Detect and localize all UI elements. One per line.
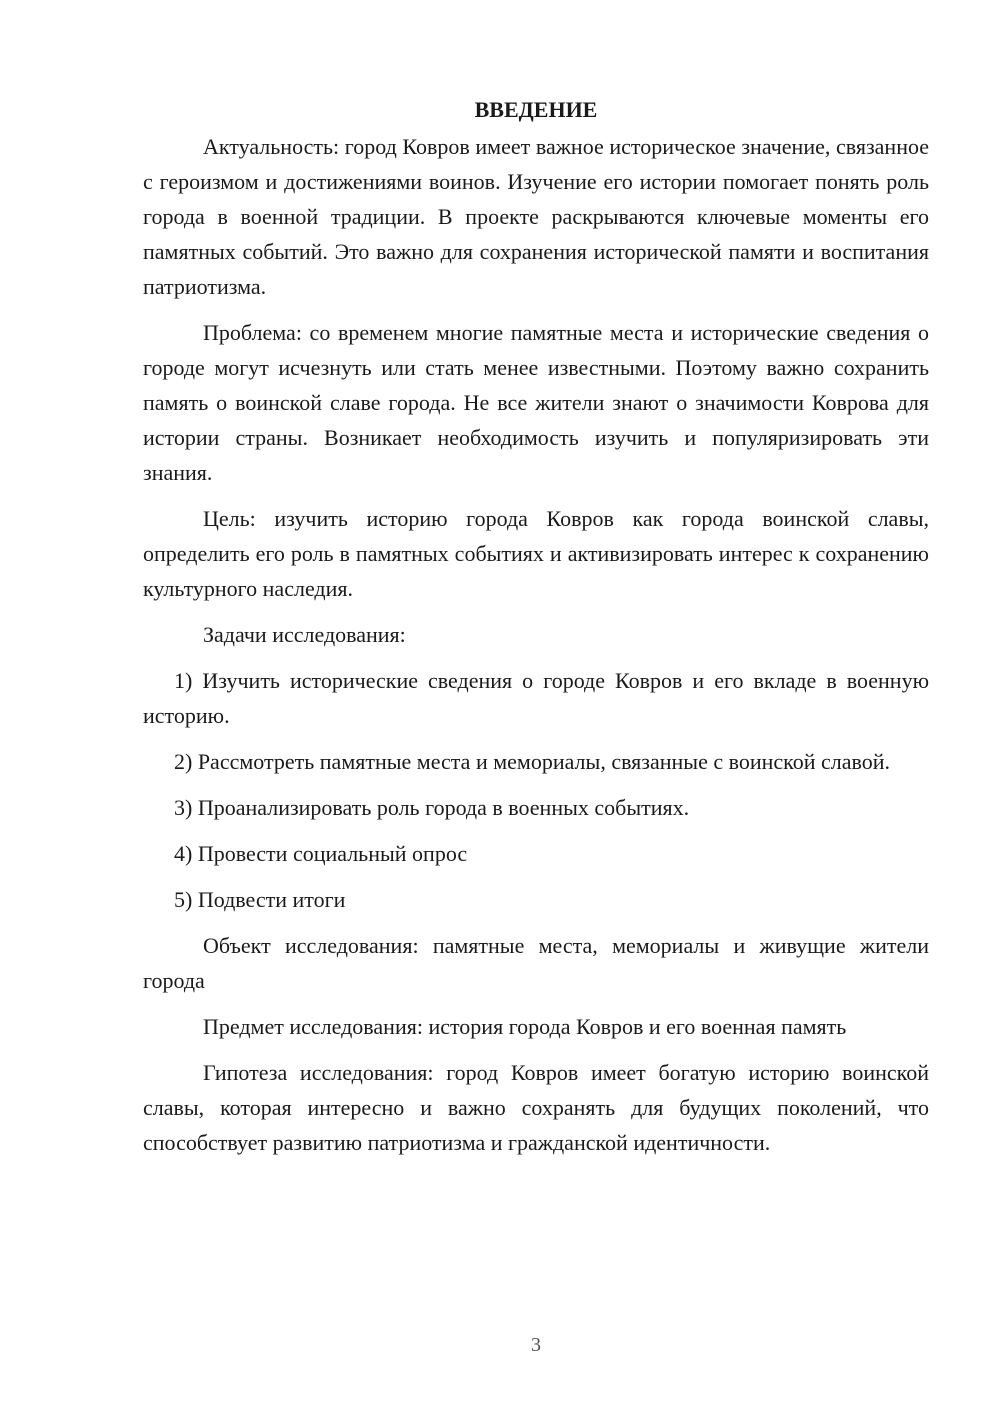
goal-paragraph: Цель: изучить историю города Ковров как города воинской славы, определить его роль в памятных событиях и активизировать интерес к сохранению культурного наследия. — [143, 506, 929, 601]
page-title: ВВЕДЕНИЕ — [474, 97, 598, 122]
object-paragraph: Объект исследования: памятные места, мемориалы и живущие жители города — [143, 933, 929, 993]
hypothesis-paragraph: Гипотеза исследования: город Ковров имеет богатую историю воинской славы, которая интересно и важно сохранять для будущих поколений, что способствует развитию патриотизма и гражданской идентичности. — [143, 1060, 929, 1155]
subject-paragraph: Предмет исследования: история города Ковров и его военная память — [203, 1014, 847, 1039]
page-number: 3 — [531, 1334, 541, 1356]
relevance-paragraph: Актуальность: город Ковров имеет важное историческое значение, связанное с героизмом и достижениями воинов. Изучение его истории помогает понять роль города в военной традиции. В проекте раскрываются ключевые моменты его памятных событий. Это важно для сохранения исторической памяти и воспитания патриотизма. — [143, 134, 929, 299]
tasks-heading: Задачи исследования: — [203, 622, 406, 647]
page-content — [143, 92, 929, 1171]
task-item-4: 4) Провести социальный опрос — [174, 841, 468, 866]
task-item-3: 3) Проанализировать роль города в военных событиях. — [174, 795, 690, 820]
task-item-2: 2) Рассмотреть памятные места и мемориалы, связанные с воинской славой. — [174, 749, 891, 774]
task-item-1: 1) Изучить исторические сведения о городе Ковров и его вкладе в военную историю. — [143, 668, 929, 728]
task-item-5: 5) Подвести итоги — [174, 887, 346, 912]
problem-paragraph: Проблема: со временем многие памятные места и исторические сведения о городе могут исчезнуть или стать менее известными. Поэтому важно сохранить память о воинской славе города. Не все жители знают о значимости Коврова для истории страны. Возникает необходимость изучить и популяризировать эти знания. — [143, 320, 929, 485]
